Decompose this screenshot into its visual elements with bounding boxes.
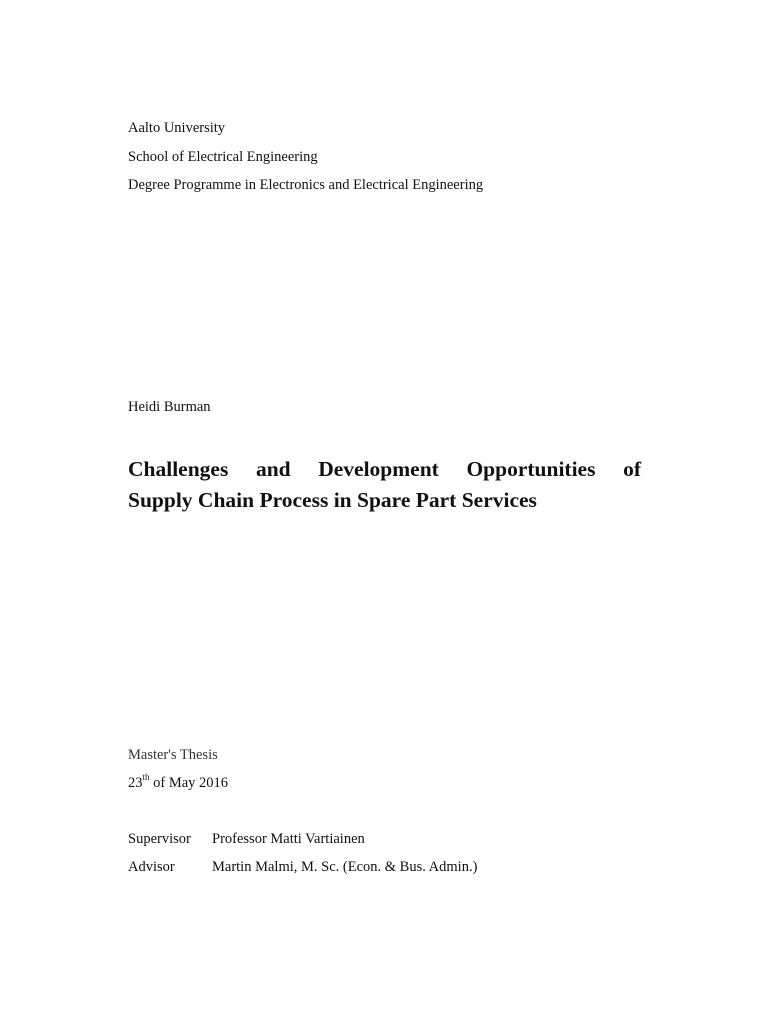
date-month-year: of May 2016: [149, 775, 229, 791]
author-name: Heidi Burman: [128, 399, 211, 415]
advisor-row: [128, 858, 477, 876]
thesis-type: Master's Thesis: [128, 747, 218, 763]
supervisor-row: [128, 830, 365, 848]
degree-programme: Degree Programme in Electronics and Electrical Engineering: [128, 177, 484, 193]
date-day: 23: [128, 775, 143, 791]
university-name: Aalto University: [128, 120, 226, 136]
school-name: School of Electrical Engineering: [128, 149, 318, 165]
thesis-title-line-1: Challenges and Development Opportunities of: [128, 457, 641, 481]
thesis-title: [128, 454, 641, 516]
advisor-name: Martin Malmi, M. Sc. (Econ. & Bus. Admin.): [212, 859, 478, 875]
thesis-date: [128, 774, 228, 792]
thesis-title-line-2: Supply Chain Process in Spare Part Services: [128, 488, 537, 512]
advisor-label: Advisor: [128, 859, 175, 875]
date-ordinal-suffix: th: [142, 772, 150, 783]
supervisor-name: Professor Matti Vartiainen: [212, 831, 365, 847]
supervisor-label: Supervisor: [128, 831, 191, 847]
